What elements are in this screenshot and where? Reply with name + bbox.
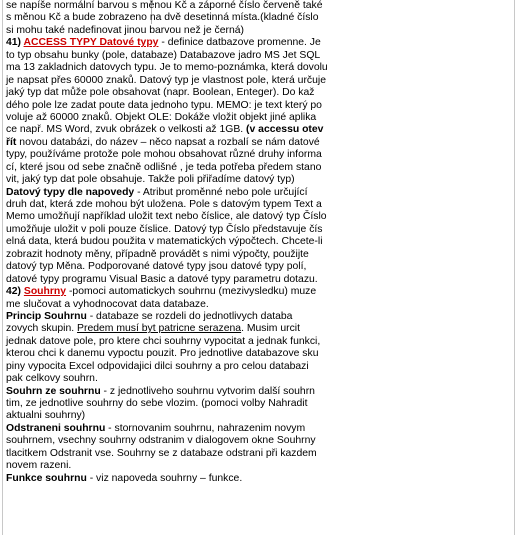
text-run: novou databázi, do název – něco napsat a rozbalí se nám datové xyxy=(16,136,320,148)
text-run: - definice datbazove promenne. Je xyxy=(158,37,321,49)
text-run: se napíše normální barvou s měnou Kč a záporné číslo červeně také xyxy=(6,0,323,11)
text-line xyxy=(6,336,356,348)
text-line xyxy=(6,137,356,149)
text-line xyxy=(6,423,356,435)
text-line xyxy=(6,448,356,460)
bold-term: řít xyxy=(6,136,17,148)
text-line xyxy=(6,87,356,99)
text-run: - z jednotliveho souhrnu vytvorim další souhrn xyxy=(100,385,315,397)
text-run: piny vypocita Excel odpovidajici dilci souhrny a pro celou databazi xyxy=(6,360,309,372)
text-line xyxy=(6,386,356,398)
text-line xyxy=(6,410,356,422)
bold-term: (v accessu otev xyxy=(246,124,324,136)
text-line xyxy=(6,162,356,174)
text-run: jaký typ dat může pole obsahovat (napr. Boolean, Enteger). Do kaž xyxy=(6,87,315,99)
text-run: voluje až 60000 znaků. Objekt OLE: Dokáže vložit objekt jiné aplika xyxy=(6,111,317,123)
text-line xyxy=(6,323,356,335)
document-text[interactable] xyxy=(6,0,356,485)
bold-term: Princip Souhrnu xyxy=(6,310,87,322)
text-run: zovych skupin. xyxy=(6,323,78,335)
text-run: to typ obsahu bunky (pole, databaze) Databazove jadro MS Jet SQL xyxy=(6,49,321,61)
text-line xyxy=(6,473,356,485)
bold-term: Odstraneni souhrnu xyxy=(6,422,106,434)
text-run: - viz napoveda souhrny – funkce. xyxy=(86,472,243,484)
text-line xyxy=(6,12,356,24)
text-line xyxy=(6,124,356,136)
text-line xyxy=(6,174,356,186)
text-run: tim, ze jednotlive souhrny do sebe vlozim. (pomoci volby Nahradit xyxy=(6,398,308,409)
text-line xyxy=(6,460,356,472)
text-line xyxy=(6,0,356,12)
bold-term: Funkce souhrnu xyxy=(6,472,87,484)
page-left-edge xyxy=(2,0,3,535)
text-run: -pomoci automatickych souhrnu (mezivysledku) muze xyxy=(66,286,317,298)
text-run: - stornovanim souhrnu, nahrazenim novym xyxy=(105,422,306,434)
bold-term: Souhrn ze souhrnu xyxy=(6,385,101,397)
text-run: umožňuje uložit v poli pouze číslice. Datový typ Číslo představuje čís xyxy=(6,223,323,235)
text-run: datové typy programu Visual Basic a datové typy parametru dotazu. xyxy=(6,273,318,285)
text-run: ce např. MS Word, zvuk obrázek o velkosti až 1GB. xyxy=(6,124,247,136)
text-line xyxy=(6,261,356,273)
text-run: aktualni souhrny) xyxy=(6,410,86,422)
text-run: datový typ Měna. Podporované datové typy jsou datové typy polí, xyxy=(6,261,307,273)
text-run: Predem musí byt patricne serazena xyxy=(77,323,242,335)
text-run: vit, jaký typ dat pole obsahuje. Takže poli přiřadíme datový typ) xyxy=(6,174,295,186)
text-line xyxy=(6,149,356,161)
bold-term: 42) xyxy=(6,286,24,298)
bold-term: Datový typy dle napovedy xyxy=(6,186,135,198)
text-line xyxy=(6,112,356,124)
text-line xyxy=(6,199,356,211)
text-run: s měnou Kč a bude zobrazeno na dvě desetinná místa.(kladné číslo xyxy=(6,12,319,24)
text-run: jednak datove pole, pro ktere chci souhrny vypocitat a jednak funkci, xyxy=(6,335,321,347)
text-run: . Musim urcit xyxy=(241,323,300,335)
text-line xyxy=(6,50,356,62)
text-run: novem razeni. xyxy=(6,460,72,472)
text-line xyxy=(6,100,356,112)
text-run: je napsat přes 60000 znaků. Datový typ je vlastnost pole, která určuje xyxy=(6,74,326,86)
text-line xyxy=(6,37,356,49)
text-run: - databaze se rozdeli do jednotlivych databa xyxy=(86,310,293,322)
text-line xyxy=(6,236,356,248)
text-run: souhrnem, vsechny souhrny odstranim v dialogovem okne Souhrny xyxy=(6,435,316,447)
bold-term: 41) xyxy=(6,37,24,49)
text-line xyxy=(6,398,356,410)
text-line xyxy=(6,286,356,298)
text-run: cí, které jsou od sebe značně odlišné , je teda potřeba předem stano xyxy=(6,161,322,173)
text-run: pak celkovy souhrn. xyxy=(6,373,98,385)
text-line xyxy=(6,311,356,323)
text-run: dého pole lze zadat poute data jednoho typu. MEMO: je text který po xyxy=(6,99,322,111)
text-line xyxy=(6,211,356,223)
text-line xyxy=(6,187,356,199)
text-run: zobrazit hodnoty měny, případně provádět s nimi výpočty, použijte xyxy=(6,248,309,260)
text-line xyxy=(6,435,356,447)
text-line xyxy=(6,361,356,373)
text-run: kterou chci k danemu vypoctu pouzit. Pro jednotlive databazove sku xyxy=(6,348,319,360)
heading-link[interactable]: Souhrny xyxy=(23,286,67,298)
text-line xyxy=(6,373,356,385)
heading-link[interactable]: ACCESS TYPY Datové typy xyxy=(23,37,159,49)
text-run: tlacitkem Odstranit vse. Souhrny se z databaze odstrani při kazdem xyxy=(6,447,317,459)
text-line xyxy=(6,299,356,311)
text-line xyxy=(6,75,356,87)
text-run: me slučovat a vyhodnocovat data databaze. xyxy=(6,298,209,310)
text-line xyxy=(6,274,356,286)
text-line xyxy=(6,62,356,74)
text-line xyxy=(6,249,356,261)
text-line xyxy=(6,224,356,236)
text-run: Memo umožňují například uložit text nebo číslice, ale datový typ Číslo xyxy=(6,211,327,223)
text-run: druh dat, která zde mohou být uložena. Pole s datovým typem Text a xyxy=(6,199,322,210)
text-run: typy, používáme protože pole mohou obsahovat různé druhy informa xyxy=(6,149,322,161)
text-line xyxy=(6,25,356,37)
text-line xyxy=(6,348,356,360)
text-run: - Atribut proměnné nebo pole určující xyxy=(134,186,308,198)
text-run: elná data, která budou použita v matematických výpočtech. Chcete-li xyxy=(6,236,323,248)
text-run: si mohu také nadefinovat jinou barvou než je černá) xyxy=(6,24,244,36)
page-right-edge xyxy=(514,0,515,535)
text-run: ma 13 zakladnich datovych typu. Je to memo-poznámka, která dovolu xyxy=(6,62,328,74)
